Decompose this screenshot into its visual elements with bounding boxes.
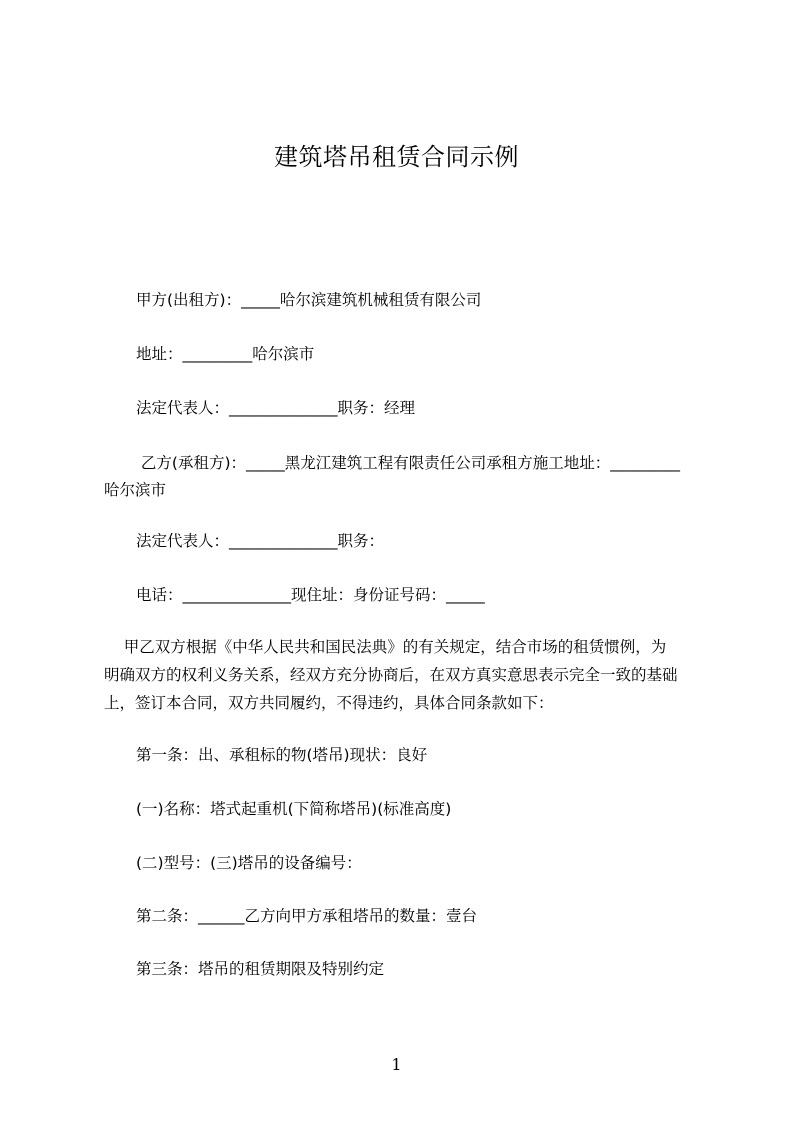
page-number: 1	[391, 1055, 402, 1074]
intro-paragraph-line-1: 甲乙双方根据《中华人民共和国民法典》的有关规定，结合市场的租赁惯例，为	[104, 638, 667, 656]
article-3: 第三条：塔吊的租赁期限及特别约定	[136, 960, 385, 978]
article-1: 第一条：出、承租标的物(塔吊)现状：良好	[136, 746, 428, 764]
party-a-line: 甲方(出租方)：_____哈尔滨建筑机械租赁有限公司	[136, 291, 482, 309]
article-1-item-2: (二)型号：(三)塔吊的设备编号：	[136, 854, 362, 872]
address-line: 地址：_________哈尔滨市	[136, 345, 315, 363]
intro-paragraph-line-3: 上，签订本合同，双方共同履约，不得违约，具体合同条款如下：	[104, 694, 554, 712]
article-1-item-1: (一)名称：塔式起重机(下简称塔吊)(标准高度)	[136, 800, 452, 818]
party-b-line: 乙方(承租方)：_____黑龙江建筑工程有限责任公司承租方施工地址：_________	[136, 454, 681, 472]
party-b-line-continued: 哈尔滨市	[104, 481, 167, 499]
phone-line: 电话：______________现住址：身份证号码：_____	[136, 586, 485, 604]
intro-paragraph-line-2: 明确双方的权利义务关系，经双方充分协商后，在双方真实意思表示完全一致的基础	[104, 666, 678, 684]
document-title: 建筑塔吊租赁合同示例	[274, 143, 519, 171]
legal-rep-a-line: 法定代表人：______________职务：经理	[136, 399, 416, 417]
legal-rep-b-line: 法定代表人：______________职务：	[136, 532, 385, 550]
article-2: 第二条：______乙方向甲方承租塔吊的数量：壹台	[136, 907, 478, 925]
